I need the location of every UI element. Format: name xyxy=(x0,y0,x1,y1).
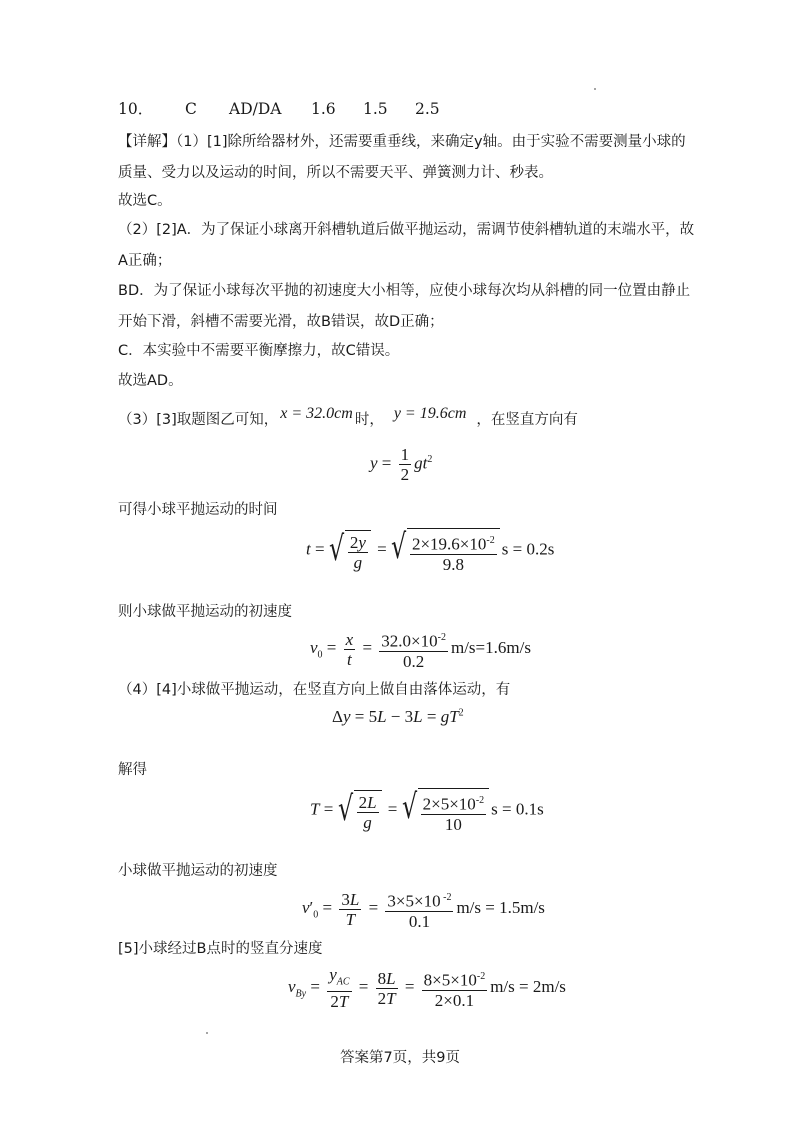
equation-delta-y: $\Delta y = 5L - 3L = gT^2$ xyxy=(332,707,464,726)
line-10-prefix: （3）[3]取题图乙可知， xyxy=(118,412,279,428)
equation-time: t = √ $\frac{2y}{g}$ = √ $\frac{2\times 19.6\times 10^{-2}}{9.8}$ s = 0.2s xyxy=(306,528,554,574)
explanation-line-9: 故选AD。 xyxy=(118,373,183,389)
explanation-line-7: 开始下滑，斜槽不需要光滑，故B错误，故D正确； xyxy=(118,314,444,330)
explanation-line-4: （2）[2]A．为了保证小球离开斜槽轨道后做平抛运动，需调节使斜槽轨道的末端水平，故 xyxy=(118,222,695,238)
explanation-line-13: （4）[4]小球做平抛运动，在竖直方向上做自由落体运动，有 xyxy=(118,682,511,698)
scan-speck xyxy=(206,1032,208,1034)
scan-speck xyxy=(594,88,596,90)
equation-free-fall: y = $\frac{1}{2}$ $gt^2$ xyxy=(370,445,433,484)
explanation-line-3: 故选C。 xyxy=(118,193,172,209)
explanation-line-8: C．本实验中不需要平衡摩擦力，故C错误。 xyxy=(118,343,400,359)
explanation-line-16: [5]小球经过B点时的竖直分速度 xyxy=(118,941,323,957)
y-value: y = 19.6cm xyxy=(393,405,467,422)
answer-5: 2.5 xyxy=(415,100,440,118)
explanation-line-14: 解得 xyxy=(118,762,147,778)
explanation-line-1: 【详解】（1）[1]除所给器材外，还需要重垂线，来确定y轴。由于实验不需要测量小球的 xyxy=(118,134,686,150)
explanation-line-11: 可得小球平抛运动的时间 xyxy=(118,502,278,518)
equation-period: T = √ $\frac{2L}{g}$ = √ $\frac{2\times 5\times 10^{-2}}{10}$ s = 0.1s xyxy=(310,788,544,834)
equation-initial-velocity-2: $v'_0$ = $\frac{3L}{T}$ = $\frac{3\times 5\times 10 ^{-2}}{0.1}$ m/s = 1.5m/s xyxy=(302,889,545,931)
page-footer: 答案第7页，共9页 xyxy=(340,1050,460,1066)
answer-2: AD/DA xyxy=(229,100,282,118)
explanation-line-15: 小球做平抛运动的初速度 xyxy=(118,863,278,879)
question-number: 10． xyxy=(118,100,154,118)
equation-vertical-velocity: $v_{By}$ = $\frac{y_{AC}}{2T}$ = $\frac{8L}{2T}$ = $\frac{8\times 5\times 10^{-2}}{2\times 0.1}$ m/s = 2m/s xyxy=(288,965,566,1012)
answer-4: 1.5 xyxy=(363,100,388,118)
explanation-line-2: 质量、受力以及运动的时间，所以不需要天平、弹簧测力计、秒表。 xyxy=(118,165,553,181)
x-value: x = 32.0cm xyxy=(280,405,353,422)
explanation-line-6: BD．为了保证小球每次平抛的初速度大小相等，应使小球每次均从斜槽的同一位置由静止 xyxy=(118,283,691,299)
explanation-line-5: A正确； xyxy=(118,253,172,269)
equation-initial-velocity: $v_0$ = $\frac{x}{t}$ = $\frac{32.0\times 10^{-2}}{0.2}$ m/s=1.6m/s xyxy=(310,629,531,671)
explanation-line-12: 则小球做平抛运动的初速度 xyxy=(118,604,292,620)
line-10-suffix: ，在竖直方向有 xyxy=(476,412,578,428)
explanation-line-10 xyxy=(118,405,578,431)
line-10-mid: 时， xyxy=(354,412,384,428)
answer-3: 1.6 xyxy=(311,100,336,118)
answer-1: C xyxy=(185,100,197,118)
